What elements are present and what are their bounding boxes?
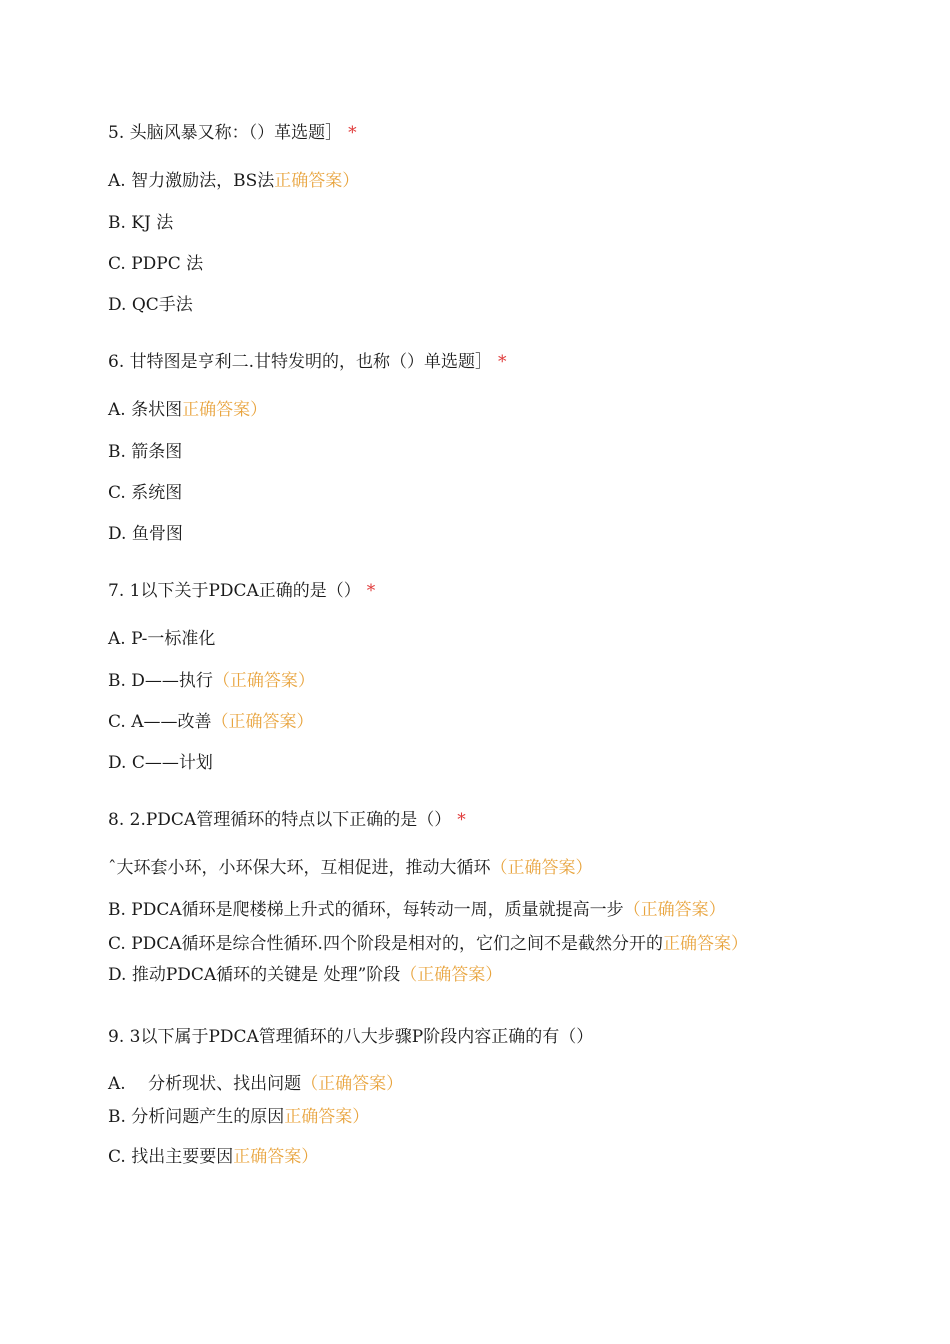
question-7-title [108, 579, 375, 603]
correct-answer-tag: 正确答案） [274, 171, 360, 191]
option-8d[interactable] [108, 963, 502, 987]
question-title-text: 9. 3以下属于PDCA管理循环的八大步骤P阶段内容正确的有（） [108, 1027, 594, 1047]
option-8c[interactable] [108, 932, 748, 956]
option-text: D. C——计划 [108, 753, 213, 773]
option-text: A. 分析现状、找出问题 [108, 1074, 302, 1094]
option-text: D. QC手法 [108, 295, 193, 315]
option-9a[interactable] [108, 1072, 403, 1096]
correct-answer-tag: （正确答案） [212, 671, 315, 691]
option-text: B. 箭条图 [108, 442, 183, 462]
correct-answer-tag: 正确答案） [284, 1107, 370, 1127]
correct-answer-tag: （正确答案） [490, 858, 593, 878]
option-text: A. P-一标准化 [108, 629, 216, 649]
option-text: C. A——改善 [108, 712, 212, 732]
option-text: ˆ大环套小环，小环保大环，互相促进，推动大循环 [108, 858, 491, 878]
option-text: B. D——执行 [108, 671, 213, 691]
option-5c[interactable] [108, 252, 203, 276]
option-6a[interactable] [108, 398, 267, 422]
option-9b[interactable] [108, 1105, 369, 1129]
correct-answer-tag: 正确答案） [662, 934, 748, 954]
question-9-title [108, 1025, 593, 1049]
question-title-text: 8. 2.PDCA管理循环的特点以下正确的是（） [108, 810, 452, 830]
option-text: A. 条状图 [108, 400, 183, 420]
option-6b[interactable] [108, 440, 182, 464]
question-6-title [108, 350, 507, 374]
option-text: C. 系统图 [108, 483, 183, 503]
option-6c[interactable] [108, 481, 182, 505]
option-text: A. 智力激励法，BS法 [108, 171, 275, 191]
option-8b[interactable] [108, 898, 726, 922]
required-asterisk: * [498, 352, 507, 372]
option-text: C. PDCA循环是综合性循环.四个阶段是相对的，它们之间不是截然分开的 [108, 934, 663, 954]
option-text: C. PDPC 法 [108, 254, 204, 274]
question-8-title [108, 808, 466, 832]
option-text: B. PDCA循环是爬楼梯上升式的循环，每转动一周，质量就提高一步 [108, 900, 624, 920]
question-5-title [108, 121, 357, 145]
option-text: D. 推动PDCA循环的关键是 处理”阶段 [108, 965, 401, 985]
question-title-text: 7. 1以下关于PDCA正确的是（） [108, 581, 361, 601]
option-6d[interactable] [108, 522, 183, 546]
required-asterisk: * [366, 581, 376, 601]
correct-answer-tag: 正确答案） [233, 1147, 319, 1167]
question-title-text: 5. 头脑风暴又称：（）革选题］ [108, 123, 343, 143]
option-text: D. 鱼骨图 [108, 524, 183, 544]
option-7c[interactable] [108, 710, 314, 734]
option-7b[interactable] [108, 669, 315, 693]
required-asterisk: * [348, 123, 357, 143]
question-title-text: 6. 甘特图是亨利二.甘特发明的，也称（）单选题］ [108, 352, 493, 372]
option-5d[interactable] [108, 293, 193, 317]
option-text: B. KJ 法 [108, 213, 174, 233]
option-8a[interactable] [108, 856, 593, 880]
correct-answer-tag: （正确答案） [301, 1074, 404, 1094]
correct-answer-tag: （正确答案） [623, 900, 726, 920]
option-7d[interactable] [108, 751, 213, 775]
correct-answer-tag: 正确答案） [182, 400, 268, 420]
option-5b[interactable] [108, 211, 173, 235]
option-text: C. 找出主要要因 [108, 1147, 234, 1167]
correct-answer-tag: （正确答案） [400, 965, 503, 985]
option-7a[interactable] [108, 627, 215, 651]
option-9c[interactable] [108, 1145, 318, 1169]
required-asterisk: * [457, 810, 466, 830]
option-5a[interactable] [108, 169, 359, 193]
correct-answer-tag: （正确答案） [211, 712, 314, 732]
option-text: B. 分析问题产生的原因 [108, 1107, 285, 1127]
